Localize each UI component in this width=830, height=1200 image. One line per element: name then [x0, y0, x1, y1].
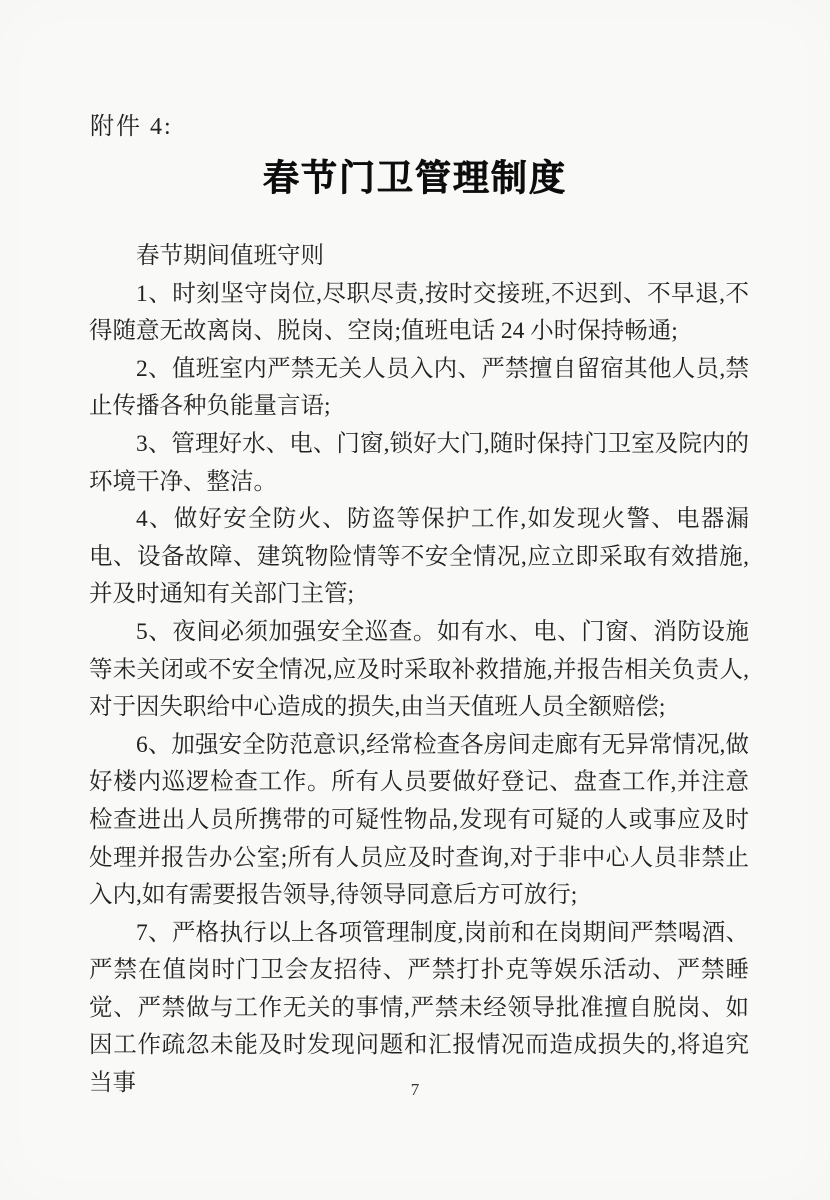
page-title: 春节门卫管理制度	[262, 157, 567, 198]
intro-line: 春节期间值班守则	[136, 243, 324, 269]
rule-paragraph: 6、加强安全防范意识,经常检查各房间走廊有无异常情况,做好楼内巡逻检查工作。所有人员要做好登记、盘查工作,并注意检查进出人员所携带的可疑性物品,发现有可疑的人或事应及时处理并报告办公室;所有人员应及时查询,对于非中心人员非禁止入内,如有需要报告领导,待领导同意后方可放行;	[89, 731, 749, 909]
rule-paragraph: 5、夜间必须加强安全巡查。如有水、电、门窗、消防设施等未关闭或不安全情况,应及时采取补救措施,并报告相关负责人,对于因失职给中心造成的损失,由当天值班人员全额赔偿;	[89, 618, 749, 721]
rule-paragraph: 3、管理好水、电、门窗,锁好大门,随时保持门卫室及院内的环境干净、整洁。	[89, 430, 749, 495]
rule-paragraph: 4、做好安全防火、防盗等保护工作,如发现火警、电器漏电、设备故障、建筑物险情等不安全情况,应立即采取有效措施,并及时通知有关部门主管;	[89, 506, 749, 608]
rule-paragraph: 1、时刻坚守岗位,尽职尽责,按时交接班,不迟到、不早退,不得随意无故离岗、脱岗、空岗;值班电话 24 小时保持畅通;	[89, 280, 749, 345]
rule-paragraph: 2、值班室内严禁无关人员入内、严禁擅自留宿其他人员,禁止传播各种负能量言语;	[89, 355, 749, 420]
document-body	[89, 238, 749, 1103]
page-number: 7	[410, 1080, 420, 1099]
rule-paragraph: 7、严格执行以上各项管理制度,岗前和在岗期间严禁喝酒、严禁在值岗时门卫会友招待、严禁打扑克等娱乐活动、严禁睡觉、严禁做与工作无关的事情,严禁未经领导批准擅自脱岗、如因工作疏忽未能及时发现问题和汇报情况而造成损失的,将追究当事	[89, 919, 749, 1097]
rules-list	[89, 276, 749, 1103]
attachment-label: 附件 4:	[90, 114, 173, 140]
